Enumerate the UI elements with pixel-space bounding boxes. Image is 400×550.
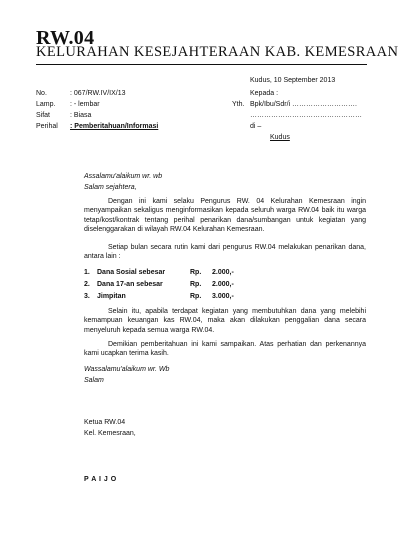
meta-value: : - lembar [70, 101, 100, 108]
item-name: Dana 17-an sebesar [97, 281, 163, 288]
meta-label: Lamp. [36, 101, 56, 108]
signer-name: P A I J O [84, 476, 117, 483]
item-number: 3. [84, 293, 90, 300]
paragraph-2-text: Setiap bulan secara rutin kami dari pengurus RW.04 melakukan penarikan dana, antara lain : [84, 244, 366, 261]
item-currency: Rp. [190, 293, 202, 300]
recipient-di: di – [250, 123, 262, 130]
paragraph-3-text: Selain itu, apabila terdapat kegiatan yang membutuhkan dana yang melebihi kemampuan keuangan kas RW.04, maka akan dilakukan penggalian dana secara menyeluruh kepada semua warga RW.04. [84, 308, 366, 334]
paragraph-4 [84, 340, 366, 359]
opening-greeting: Salam sejahtera, [84, 184, 137, 191]
meta-label: Perihal [36, 123, 58, 130]
paragraph-1-text: Dengan ini kami selaku Pengurus RW. 04 Kelurahan Kemesraan ingin menyampaikan sekaligus menginformasikan kepada seluruh warga RW.04 baik itu warga tetap/kost/kontrak tentang perihal penarikan dana/sumbangan untuk kegiatan yang diselenggarakan di wilayah RW.04 Kelurahan Kemesraan. [84, 198, 366, 233]
closing-salutation: Wassalamu'alaikum wr. Wb [84, 366, 170, 373]
paragraph-4-text: Demikian pemberitahuan ini kami sampaikan. Atas perhatian dan perkenannya kami ucapkan terima kasih. [84, 341, 366, 358]
item-name: Jimpitan [97, 293, 126, 300]
letterhead-subtitle: KELURAHAN KESEJAHTERAAN KAB. KEMESRAAN [36, 44, 399, 60]
meta-value: : Pemberitahuan/Informasi [70, 123, 159, 130]
paragraph-3 [84, 307, 366, 335]
item-name: Dana Sosial sebesar [97, 269, 166, 276]
meta-value: : 067/RW.IV/IX/13 [70, 90, 126, 97]
recipient-yth-value: Bpk/Ibu/Sdr/i ………………………. [250, 101, 357, 108]
signer-organization: Kel. Kemesraan, [84, 430, 136, 437]
meta-label: Sifat [36, 112, 51, 119]
meta-value: : Biasa [70, 112, 92, 119]
item-number: 2. [84, 281, 90, 288]
recipient-kepada: Kepada : [250, 90, 279, 97]
item-amount: 3.000,- [212, 293, 234, 300]
recipient-city: Kudus [270, 134, 290, 141]
item-currency: Rp. [190, 281, 202, 288]
item-amount: 2.000,- [212, 281, 234, 288]
paragraph-2 [84, 243, 366, 262]
item-currency: Rp. [190, 269, 202, 276]
letterhead-title: RW.04 [36, 27, 95, 49]
recipient-yth-label: Yth. [232, 101, 245, 108]
meta-label: No. [36, 90, 47, 97]
item-number: 1. [84, 269, 90, 276]
place-date: Kudus, 10 September 2013 [250, 77, 336, 84]
closing-greeting: Salam [84, 377, 104, 384]
signer-title: Ketua RW.04 [84, 419, 126, 426]
item-amount: 2.000,- [212, 269, 234, 276]
paragraph-1 [84, 197, 366, 234]
recipient-dotted-line: ………………………………………… [250, 112, 362, 119]
opening-salutation: Assalamu'alaikum wr. wb [84, 173, 163, 180]
letterhead-rule [36, 64, 367, 65]
